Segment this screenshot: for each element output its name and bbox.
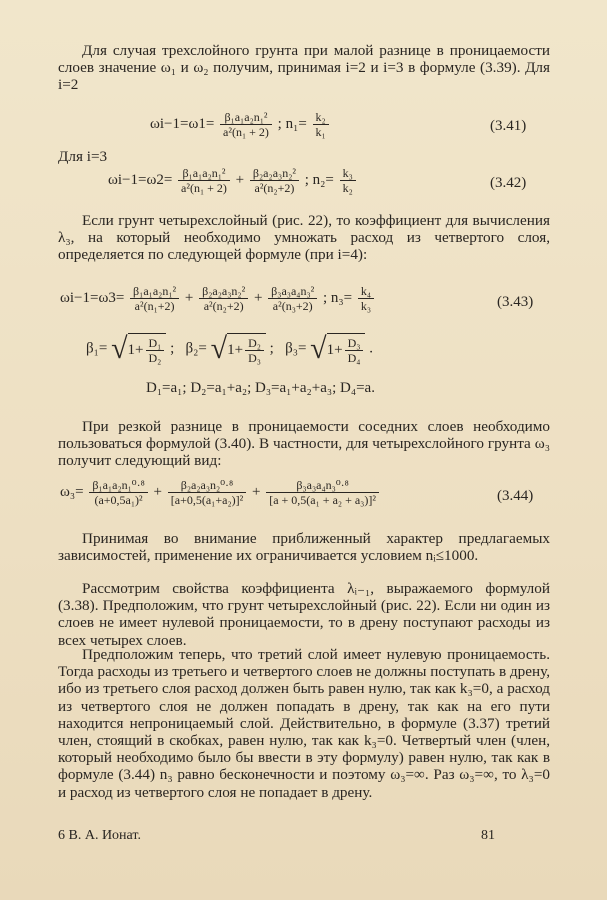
paragraph-3-block [58,418,550,470]
eq-lhs: ωi−1=ω3= [60,289,125,306]
plus-sign: + [253,289,263,306]
beta2-label: β₂= [185,340,207,357]
denominator: [a + 0,5(a₁ + a₂ + a₃)]² [269,493,376,507]
numerator: β₂a₂a₃n₂² [199,284,248,299]
paragraph-1-block [58,42,550,94]
radicand-text: 1+ [326,341,343,358]
denominator: k₂ [342,181,353,195]
eq-label-3-41: (3.41) [490,118,527,134]
eq-mid: ; n₂= [304,171,334,188]
radical-sign: √ [210,332,228,365]
numerator: β₁a₁a₂n₁⁰·⁸ [89,478,147,493]
paragraph-6-block [58,646,550,801]
numerator: k₂ [313,110,329,125]
beta-definitions [86,332,373,366]
numerator: D₃ [345,336,364,351]
for-i3-text: Для i=3 [58,148,108,165]
denominator: D₂ [148,351,162,365]
eq-fraction [89,478,147,507]
denominator: a²(n₁ + 2) [181,181,227,195]
plus-sign: + [153,483,163,500]
equation-3-43 [60,284,376,313]
eq-fraction [146,336,165,365]
eq-label-3-42: (3.42) [490,175,527,191]
eq-label-3-44: (3.44) [497,488,534,504]
numerator: β₃a₃a₄n₃² [268,284,317,299]
paragraph-1: Для случая трехслойного грунта при малой разнице в проницаемости слоев значение ω₁ и ω₂ получим, принимая i=2 и i=3 в формуле (3.39). Для i=2 [58,42,550,94]
period: . [369,340,373,357]
eq-fraction [313,110,329,139]
paragraph-6: Предположим теперь, что третий слой имеет нулевую проницаемость. Тогда расходы из третьего и четвертого слоев не должны поступать в дрену, ибо из третьего слоя расход должен быть равен нулю, так как k₃=0, а расход из четвертого слоя не должен попадать в дрену, так как на его пути находится непроницаемый слой. Действительно, в формуле (3.37) третий член, стоящий в скобках, равен нулю, так как k₃=0. Четвертый член (член, который необходимо было бы ввести в эту формулу) равен нулю, так как в формуле (3.44) n₃ равно бесконечности и поэтому ω₃=∞. Раз ω₃=∞, то λ₃=0 и расход из четвертого слоя не попадает в дрену. [58,646,550,801]
denominator: [a+0,5(a₁+a₂)]² [170,493,244,507]
paragraph-4: Принимая во внимание приближенный характер предлагаемых зависимостей, применение их ограничивается условием nᵢ≤1000. [58,530,550,565]
for-i3-block [58,148,550,165]
denominator: a²(n₂+2) [203,299,244,313]
denominator: a²(n₁ + 2) [223,125,269,139]
denominator: k₁ [315,125,326,139]
eq-fraction [266,478,379,507]
eq-fraction [130,284,179,313]
radical-sign: √ [111,332,128,365]
numerator: k₃ [340,166,356,181]
plus-sign: + [251,483,261,500]
plus-sign: + [184,289,194,306]
paragraph-5: Рассмотрим свойства коэффициента λᵢ₋₁, выражаемого формулой (3.38). Предположим, что грунт четырехслойный (рис. 22). Если ни один из слоев не имеет нулевой проницаемости, то в дрену поступают расходы из всех четырех слоев. [58,580,550,649]
eq-label-3-43: (3.43) [497,294,534,310]
equation-3-44 [60,478,381,507]
eq-lhs: ω₃= [60,483,84,500]
denominator: a²(n₂+2) [254,181,295,195]
numerator: D₂ [245,336,264,351]
radicand-text: 1+ [127,341,144,358]
radicand [128,333,167,365]
sqrt-beta2 [211,332,266,366]
eq-lhs: ωi−1=ω2= [108,171,173,188]
paragraph-3: При резкой разнице в проницаемости соседних слоев необходимо пользоваться формулой (3.40). В частности, для четырехслойного грунта ω₃ получит следующий вид: [58,418,550,470]
eq-mid: ; n₁= [277,115,307,132]
denominator: D₃ [248,351,261,365]
page-number: 81 [481,828,495,843]
sqrt-beta1 [111,332,166,366]
denominator: D₄ [347,351,361,365]
numerator: k₄ [358,284,374,299]
paragraph-2: Если грунт четырехслойный (рис. 22), то коэффициент для вычисления λ₃, на который необходимо умножать расход из четвертого слоя, определяется по следующей формуле (при i=4): [58,212,550,264]
equation-3-42 [108,166,358,195]
eq-fraction [199,284,248,313]
numerator: β₃a₃a₄n₃⁰·⁸ [266,478,379,493]
eq-fraction [268,284,317,313]
beta3-label: β₃= [285,340,307,357]
semicolon: ; [269,340,282,357]
radical-sign: √ [310,332,327,365]
paragraph-2-block [58,212,550,264]
semicolon: ; [170,340,182,357]
denominator: a²(n₁+2) [134,299,175,313]
radicand-text: 1+ [227,341,244,358]
beta1-label: β₁= [86,340,108,357]
eq-fraction [250,166,299,195]
eq-fraction [178,166,230,195]
numerator: β₁a₁a₂n₁² [220,110,272,125]
numerator: β₂a₂a₃n₂² [250,166,299,181]
radicand [227,333,266,365]
eq-fraction [340,166,356,195]
numerator: β₁a₁a₂n₁² [178,166,230,181]
paragraph-5-block [58,580,550,649]
eq-fraction [245,336,264,365]
radicand [327,333,366,365]
plus-sign: + [235,171,245,188]
denominator: k₃ [360,299,372,313]
denominator: a²(n₃+2) [272,299,313,313]
d-definitions: D₁=a₁; D₂=a₁+a₂; D₃=a₁+a₂+a₃; D₄=a. [146,380,375,396]
eq-fraction [345,336,364,365]
numerator: β₁a₁a₂n₁² [130,284,179,299]
eq-lhs: ωi−1=ω1= [150,115,215,132]
footer-signature: 6 В. А. Ионат. [58,828,141,843]
eq-fraction [358,284,374,313]
equation-3-41 [150,110,331,139]
denominator: (a+0,5a₁)² [94,493,143,507]
numerator: β₂a₂a₃n₂⁰·⁸ [168,478,246,493]
paragraph-4-block [58,530,550,564]
eq-mid: ; n₃= [323,289,353,306]
eq-fraction [220,110,272,139]
eq-fraction [168,478,246,507]
sqrt-beta3 [310,332,365,366]
numerator: D₁ [146,336,165,351]
